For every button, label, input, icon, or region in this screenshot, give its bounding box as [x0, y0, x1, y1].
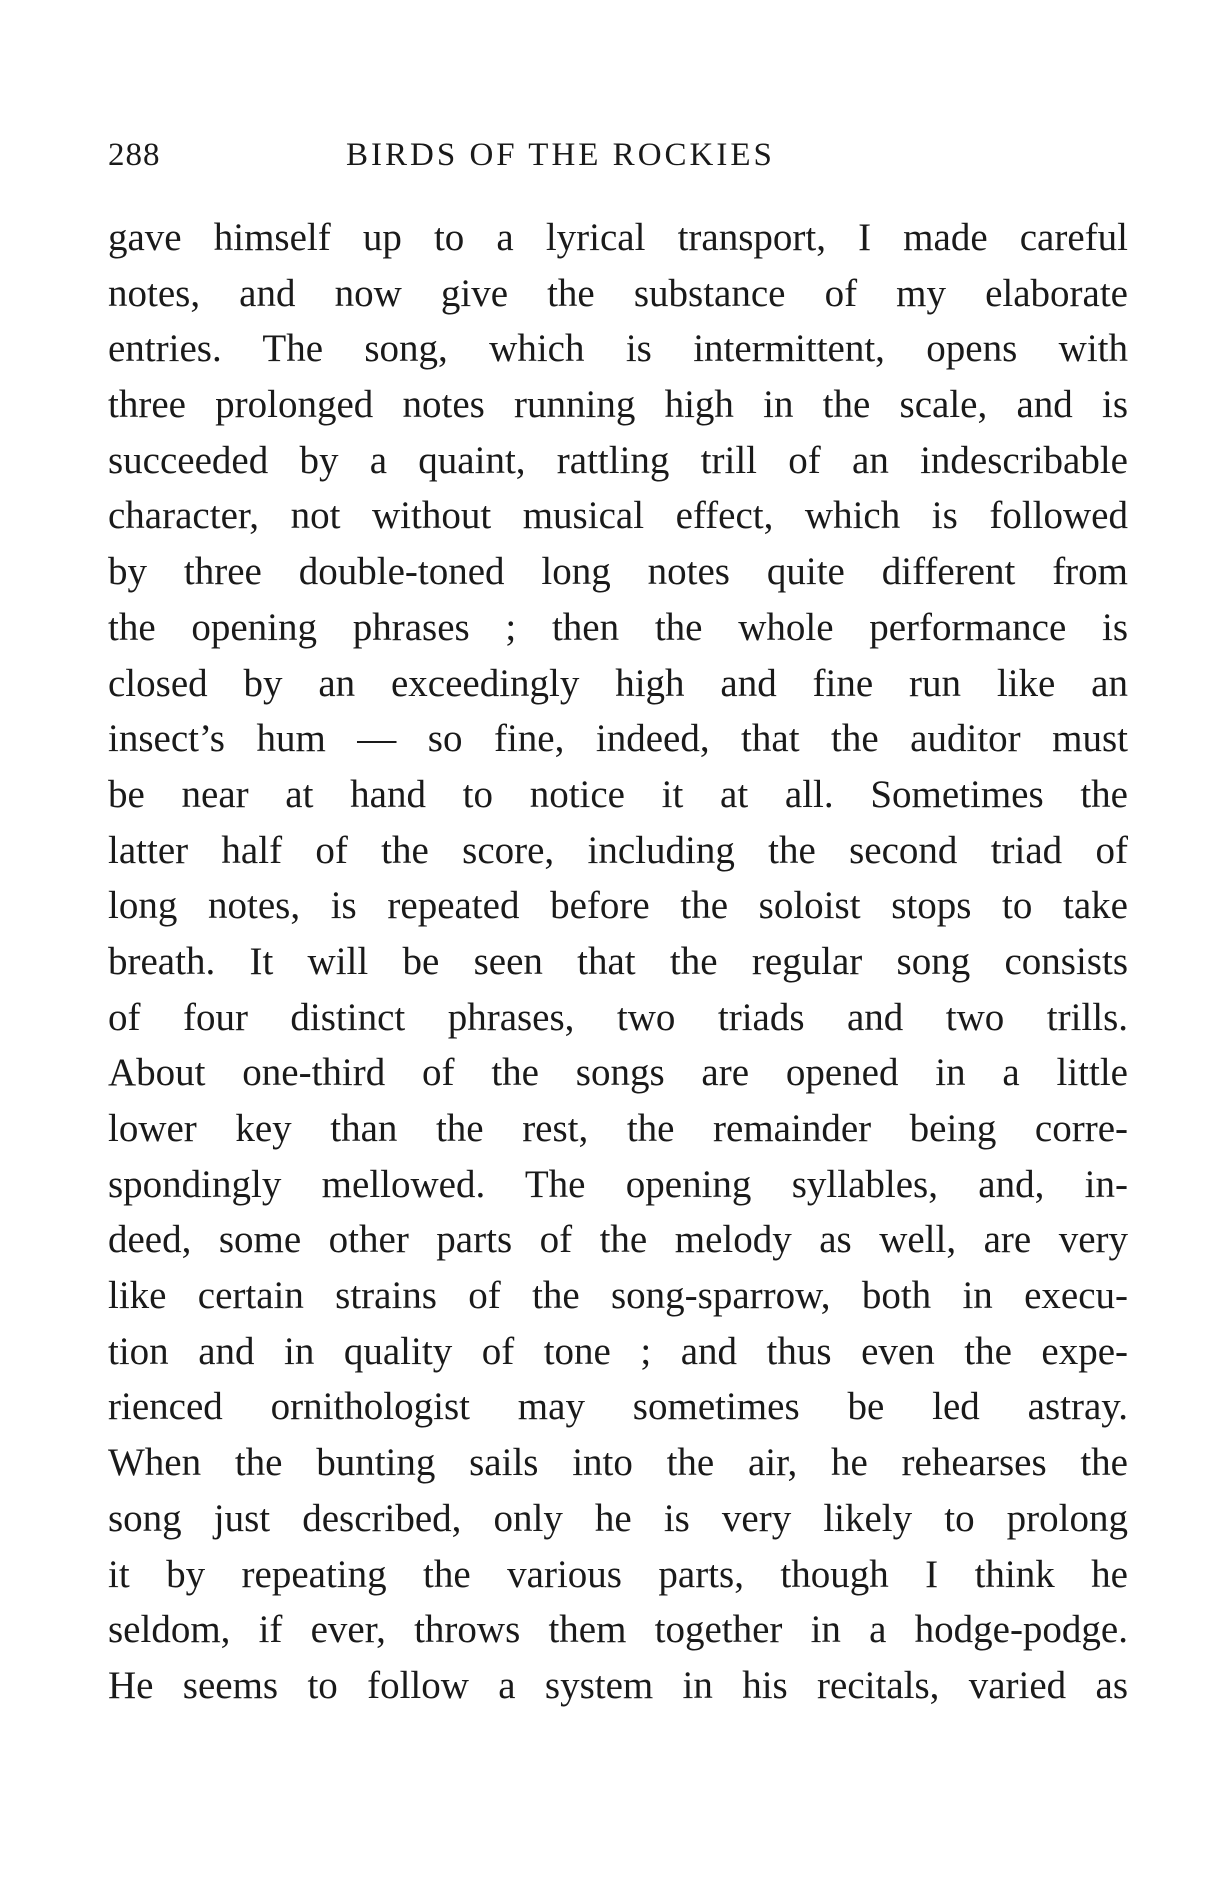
- text-line: song just described, only he is very likely to prolong: [108, 1496, 1128, 1540]
- text-line: by three double-toned long notes quite different from: [108, 550, 1128, 594]
- text-line: three prolonged notes running high in the scale, and is: [108, 383, 1128, 427]
- text-line: character, not without musical effect, which is followed: [108, 494, 1128, 538]
- text-line: like certain strains of the song-sparrow, both in execu-: [108, 1274, 1128, 1318]
- text-line: latter half of the score, including the second triad of: [108, 828, 1128, 872]
- text-line: When the bunting sails into the air, he rehearses the: [108, 1441, 1128, 1485]
- text-line: long notes, is repeated before the soloist stops to take: [108, 884, 1128, 928]
- text-line: entries. The song, which is intermittent, opens with: [108, 327, 1128, 371]
- text-line: breath. It will be seen that the regular song consists: [108, 939, 1128, 983]
- text-line: spondingly mellowed. The opening syllables, and, in-: [108, 1162, 1128, 1206]
- text-line: deed, some other parts of the melody as well, are very: [108, 1218, 1128, 1262]
- text-line: succeeded by a quaint, rattling trill of an indescribable: [108, 438, 1128, 482]
- text-line: be near at hand to notice it at all. Sometimes the: [108, 772, 1128, 816]
- text-line: About one-third of the songs are opened in a little: [108, 1051, 1128, 1095]
- text-line: He seems to follow a system in his recitals, varied as: [108, 1663, 1128, 1707]
- running-head: [108, 130, 1128, 180]
- text-line: the opening phrases ; then the whole performance is: [108, 605, 1128, 649]
- text-line: of four distinct phrases, two triads and two trills.: [108, 995, 1128, 1039]
- text-line: it by repeating the various parts, though I think he: [108, 1552, 1128, 1596]
- text-line: seldom, if ever, throws them together in a hodge-podge.: [108, 1608, 1128, 1652]
- text-line: gave himself up to a lyrical transport, I made careful: [108, 216, 1128, 259]
- text-line: lower key than the rest, the remainder being corre-: [108, 1107, 1128, 1150]
- book-title: BIRDS OF THE ROCKIES: [346, 137, 775, 173]
- text-line: notes, and now give the substance of my elaborate: [108, 271, 1128, 315]
- page-number: 288: [108, 137, 161, 173]
- body-text: [108, 210, 1128, 1714]
- text-line: rienced ornithologist may sometimes be led astray.: [108, 1385, 1128, 1429]
- text-line: insect’s hum — so fine, indeed, that the auditor must: [108, 717, 1128, 761]
- text-line: tion and in quality of tone ; and thus even the expe-: [108, 1329, 1128, 1373]
- text-line: closed by an exceedingly high and fine run like an: [108, 661, 1128, 705]
